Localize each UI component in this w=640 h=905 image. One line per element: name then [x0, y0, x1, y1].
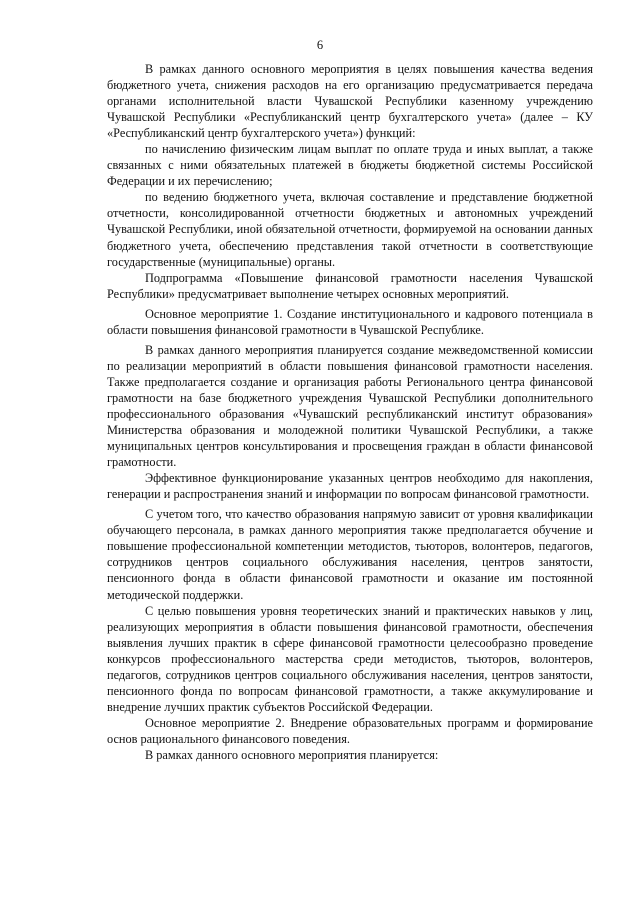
- paragraph-main-activity-2: Основное мероприятие 2. Внедрение образовательных программ и формирование основ рационального финансового поведения.: [107, 715, 593, 746]
- paragraph-bookkeeping-transfer: В рамках данного основного мероприятия в целях повышения качества ведения бюджетного учета, снижения расходов на его организацию предусматривается передача органами исполнительной власти Чувашской Республики казенному учреждению Чувашской Республики «Республиканский центр бухгалтерского учета» (далее – КУ «Республиканский центр бухгалтерского учета») функций:: [107, 62, 593, 141]
- paragraph-centers-efficiency: Эффективное функционирование указанных центров необходимо для накопления, генерации и распространения знаний и информации по вопросам финансовой грамотности.: [107, 471, 593, 502]
- page-number: 6: [316, 38, 324, 52]
- paragraph-main-activity-1: Основное мероприятие 1. Создание институционального и кадрового потенциала в области повышения финансовой грамотности в Чувашской Республике.: [107, 306, 593, 337]
- paragraph-staff-training: С учетом того, что качество образования напрямую зависит от уровня квалификации обучающего персонала, в рамках данного мероприятия также предполагается обучение и повышение профессиональной компетенции методистов, тьюторов, волонтеров, педагогов, сотрудников центров социального обслуживания населения, центров занятости, пенсионного фонда в области финансовой грамотности и оказание им постоянной методической поддержки.: [107, 507, 593, 602]
- body-text: [107, 61, 593, 763]
- paragraph-payroll-function: по начислению физическим лицам выплат по оплате труда и иных выплат, а также связанных с ними обязательных платежей в бюджеты бюджетной системы Российской Федерации и их перечислению;: [107, 142, 593, 189]
- paragraph-planned-list-intro: В рамках данного основного мероприятия планируется:: [145, 747, 439, 762]
- paragraph-commission-and-centers: В рамках данного мероприятия планируется создание межведомственной комиссии по реализации мероприятий в области повышения финансовой грамотности населения. Также предполагается создание и организация работы Регионального центра финансовой грамотности на базе бюджетного учреждения Чувашской Республики дополнительного профессионального образования «Чувашский республиканский институт образования» Министерства образования и молодежной политики Чувашской Республики, а также муниципальных центров консультирования и просвещения граждан в области финансовой грамотности.: [107, 342, 593, 470]
- paragraph-subprogram-intro: Подпрограмма «Повышение финансовой грамотности населения Чувашской Республики» предусматривает выполнение четырех основных мероприятий.: [107, 270, 593, 301]
- paragraph-reporting-function: по ведению бюджетного учета, включая составление и представление бюджетной отчетности, консолидированной отчетности бюджетных и автономных учреждений Чувашской Республики, иной обязательной отчетности, формируемой на основании данных бюджетного учета, обеспечению представления такой отчетности в соответствующие государственные (муниципальные) органы.: [107, 190, 593, 269]
- paragraph-competitions: С целью повышения уровня теоретических знаний и практических навыков у лиц, реализующих мероприятия в области повышения финансовой грамотности, обеспечения выявления лучших практик в сфере финансовой грамотности целесообразно проведение конкурсов профессионального мастерства среди методистов, тьюторов, волонтеров, педагогов, сотрудников центров социального обслуживания населения, центров занятости, пенсионного фонда по вопросам финансовой грамотности, а также аккумулирование и внедрение лучших практик субъектов Российской Федерации.: [107, 603, 593, 714]
